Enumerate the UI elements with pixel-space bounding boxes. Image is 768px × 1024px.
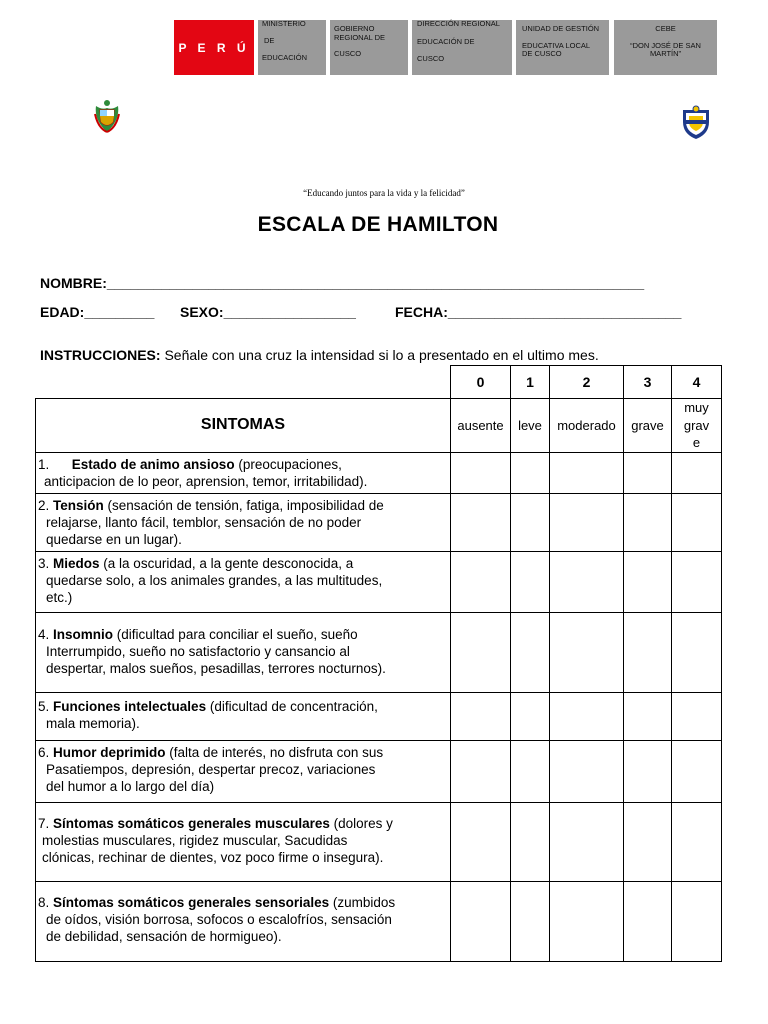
scale-value-2: 2 bbox=[550, 366, 624, 399]
intensity-cell-4[interactable] bbox=[672, 551, 722, 612]
symptom-desc-line: relajarse, llanto fácil, temblor, sensación de no poder bbox=[46, 514, 362, 530]
intensity-cell-4[interactable] bbox=[672, 802, 722, 881]
symptom-number: 3. bbox=[38, 555, 50, 571]
symptom-desc-line: mala memoria). bbox=[46, 715, 140, 731]
intensity-cell-3[interactable] bbox=[624, 692, 672, 740]
motto: “Educando juntos para la vida y la felicidad” bbox=[303, 188, 465, 198]
symptom-row-2 bbox=[36, 493, 722, 551]
scale-value-3: 3 bbox=[624, 366, 672, 399]
intensity-cell-0[interactable] bbox=[451, 740, 511, 802]
symptom-cell-3 bbox=[36, 551, 451, 612]
symptom-desc-line: etc.) bbox=[46, 589, 73, 605]
intensity-cell-4[interactable] bbox=[672, 452, 722, 493]
intensity-cell-2[interactable] bbox=[550, 740, 624, 802]
intensity-cell-1[interactable] bbox=[511, 802, 550, 881]
cebe-line: CEBE bbox=[655, 24, 676, 33]
intensity-cell-0[interactable] bbox=[451, 802, 511, 881]
intensity-cell-4[interactable] bbox=[672, 612, 722, 692]
symptom-row-8 bbox=[36, 881, 722, 961]
symptom-desc-line: Interrumpido, sueño no satisfactorio y cansancio al bbox=[46, 643, 350, 659]
symptom-number: 2. bbox=[38, 497, 50, 513]
intensity-cell-2[interactable] bbox=[550, 881, 624, 961]
symptom-desc-line: del humor a lo largo del día) bbox=[46, 778, 215, 794]
symptom-desc-line: quedarse solo, a los animales grandes, a las multitudes, bbox=[46, 572, 383, 588]
date-field[interactable]: FECHA:______________________________ bbox=[395, 304, 682, 320]
age-field[interactable]: EDAD:_________ bbox=[40, 304, 155, 320]
intensity-cell-3[interactable] bbox=[624, 612, 672, 692]
instructions-label: INSTRUCCIONES: bbox=[40, 347, 161, 363]
symptom-name: Insomnio bbox=[53, 626, 114, 642]
scale-label-4-text: muy grav e bbox=[683, 400, 710, 451]
symptom-number: 5. bbox=[38, 698, 50, 714]
scale-value-1: 1 bbox=[511, 366, 550, 399]
intensity-cell-3[interactable] bbox=[624, 802, 672, 881]
symptom-desc-line: quedarse en un lugar). bbox=[46, 531, 182, 547]
ministry-line: DE bbox=[264, 35, 275, 45]
intensity-cell-3[interactable] bbox=[624, 551, 672, 612]
intensity-cell-2[interactable] bbox=[550, 612, 624, 692]
scale-label-0: ausente bbox=[451, 399, 511, 453]
symptom-desc-line: despertar, malos sueños, pesadillas, terrores nocturnos). bbox=[46, 660, 386, 676]
scale-label-4 bbox=[672, 399, 722, 453]
intensity-cell-2[interactable] bbox=[550, 692, 624, 740]
symptom-desc-line: anticipacion de lo peor, aprension, temor, irritabilidad). bbox=[44, 473, 368, 489]
intensity-cell-0[interactable] bbox=[451, 612, 511, 692]
scale-value-4: 4 bbox=[672, 366, 722, 399]
intensity-cell-0[interactable] bbox=[451, 692, 511, 740]
symptom-desc: (dolores y bbox=[329, 815, 393, 831]
symptom-row-7 bbox=[36, 802, 722, 881]
ministry-box bbox=[258, 20, 326, 75]
symptom-cell-7 bbox=[36, 802, 451, 881]
intensity-cell-4[interactable] bbox=[672, 881, 722, 961]
symptom-desc: (preocupaciones, bbox=[234, 456, 342, 472]
symptom-desc: (dificultad de concentración, bbox=[206, 698, 378, 714]
intensity-cell-1[interactable] bbox=[511, 493, 550, 551]
symptom-row-3 bbox=[36, 551, 722, 612]
intensity-cell-0[interactable] bbox=[451, 452, 511, 493]
intensity-cell-0[interactable] bbox=[451, 551, 511, 612]
scale-label-3: grave bbox=[624, 399, 672, 453]
ministry-line: MINISTERIO bbox=[262, 19, 306, 28]
peru-banner bbox=[174, 20, 254, 75]
regional-government-line: GOBIERNO bbox=[334, 24, 375, 33]
symptom-name: Síntomas somáticos generales musculares bbox=[53, 815, 330, 831]
scale-label-1: leve bbox=[511, 399, 550, 453]
regional-education-line: CUSCO bbox=[417, 54, 445, 64]
regional-education-line: DIRECCIÓN REGIONAL bbox=[417, 19, 500, 28]
regional-government-box bbox=[330, 20, 408, 75]
intensity-cell-1[interactable] bbox=[511, 881, 550, 961]
ugel-box bbox=[516, 20, 609, 75]
symptom-desc-line: clónicas, rechinar de dientes, voz poco firme o insegura). bbox=[42, 849, 384, 865]
cebe-box bbox=[614, 20, 717, 75]
symptom-desc-line: molestias musculares, rigidez muscular, Sacudidas bbox=[42, 832, 348, 848]
intensity-cell-4[interactable] bbox=[672, 493, 722, 551]
symptom-cell-2 bbox=[36, 493, 451, 551]
regional-government-line: REGIONAL DE bbox=[334, 32, 385, 42]
sex-field[interactable]: SEXO:_________________ bbox=[180, 304, 356, 320]
symptoms-header: SINTOMAS bbox=[36, 399, 451, 453]
symptom-desc: (dificultad para conciliar el sueño, sueño bbox=[113, 626, 358, 642]
hamilton-scale-table bbox=[35, 365, 722, 962]
intensity-cell-2[interactable] bbox=[550, 452, 624, 493]
symptom-name: Estado de animo ansioso bbox=[71, 456, 235, 472]
symptom-desc: (zumbidos bbox=[329, 894, 396, 910]
symptom-row-5 bbox=[36, 692, 722, 740]
symptom-name: Tensión bbox=[53, 497, 104, 513]
symptom-cell-4 bbox=[36, 612, 451, 692]
symptom-cell-8 bbox=[36, 881, 451, 961]
symptom-number: 4. bbox=[38, 626, 50, 642]
symptom-cell-1 bbox=[36, 452, 451, 493]
symptom-name: Funciones intelectuales bbox=[53, 698, 207, 714]
intensity-cell-0[interactable] bbox=[451, 881, 511, 961]
cebe-line: MARTÍN” bbox=[649, 49, 682, 59]
intensity-cell-2[interactable] bbox=[550, 493, 624, 551]
intensity-cell-3[interactable] bbox=[624, 881, 672, 961]
ugel-line: DE CUSCO bbox=[522, 49, 562, 59]
intensity-cell-2[interactable] bbox=[550, 802, 624, 881]
scale-label-2: moderado bbox=[550, 399, 624, 453]
symptom-desc: (a la oscuridad, a la gente desconocida, a bbox=[99, 555, 354, 571]
intensity-cell-3[interactable] bbox=[624, 493, 672, 551]
ugel-line: EDUCATIVA LOCAL bbox=[522, 40, 591, 50]
symptom-desc-line: de debilidad, sensación de hormigueo). bbox=[46, 928, 282, 944]
blank-corner-cell bbox=[36, 366, 451, 399]
regional-education-box bbox=[412, 20, 512, 75]
intensity-cell-0[interactable] bbox=[451, 493, 511, 551]
intensity-cell-4[interactable] bbox=[672, 692, 722, 740]
symptom-name: Miedos bbox=[53, 555, 100, 571]
ministry-line: EDUCACIÓN bbox=[262, 53, 308, 63]
symptom-cell-6 bbox=[36, 740, 451, 802]
peru-coat-of-arms-icon bbox=[92, 98, 122, 139]
page-title: ESCALA DE HAMILTON bbox=[257, 213, 499, 236]
regional-government-line: CUSCO bbox=[334, 49, 362, 59]
instructions-text: Señale con una cruz la intensidad si lo a presentado en el ultimo mes. bbox=[160, 347, 599, 363]
intensity-cell-3[interactable] bbox=[624, 452, 672, 493]
symptom-row-6 bbox=[36, 740, 722, 802]
scale-label-row bbox=[36, 399, 722, 453]
country-label: P E R Ú bbox=[178, 40, 250, 55]
symptom-desc: (falta de interés, no disfruta con sus bbox=[165, 744, 384, 760]
name-field[interactable]: NOMBRE:_____________________________________________________________________ bbox=[40, 275, 645, 291]
symptom-row-1 bbox=[36, 452, 722, 493]
scale-value-0: 0 bbox=[451, 366, 511, 399]
instructions bbox=[40, 347, 599, 363]
regional-education-line: EDUCACIÓN DE bbox=[417, 36, 475, 46]
symptom-number: 7. bbox=[38, 815, 50, 831]
symptom-cell-5 bbox=[36, 692, 451, 740]
symptom-number: 1. bbox=[38, 456, 50, 472]
intensity-cell-4[interactable] bbox=[672, 740, 722, 802]
symptom-desc: (sensación de tensión, fatiga, imposibilidad de bbox=[103, 497, 384, 513]
symptom-desc-line: Pasatiempos, depresión, despertar precoz, variaciones bbox=[46, 761, 376, 777]
symptom-name: Síntomas somáticos generales sensoriales bbox=[53, 894, 330, 910]
symptom-number: 6. bbox=[38, 744, 50, 760]
intensity-cell-1[interactable] bbox=[511, 551, 550, 612]
cebe-line: “DON JOSÉ DE SAN bbox=[630, 40, 701, 50]
symptom-name: Humor deprimido bbox=[53, 744, 166, 760]
intensity-cell-2[interactable] bbox=[550, 551, 624, 612]
intensity-cell-1[interactable] bbox=[511, 692, 550, 740]
symptom-number: 8. bbox=[38, 894, 50, 910]
intensity-cell-1[interactable] bbox=[511, 612, 550, 692]
school-shield-icon bbox=[681, 104, 711, 145]
symptom-row-4 bbox=[36, 612, 722, 692]
scale-value-row bbox=[36, 366, 722, 399]
intensity-cell-1[interactable] bbox=[511, 740, 550, 802]
symptom-desc-line: de oídos, visión borrosa, sofocos o escalofríos, sensación bbox=[46, 911, 392, 927]
ugel-line: UNIDAD DE GESTIÓN bbox=[522, 24, 600, 33]
intensity-cell-3[interactable] bbox=[624, 740, 672, 802]
intensity-cell-1[interactable] bbox=[511, 452, 550, 493]
